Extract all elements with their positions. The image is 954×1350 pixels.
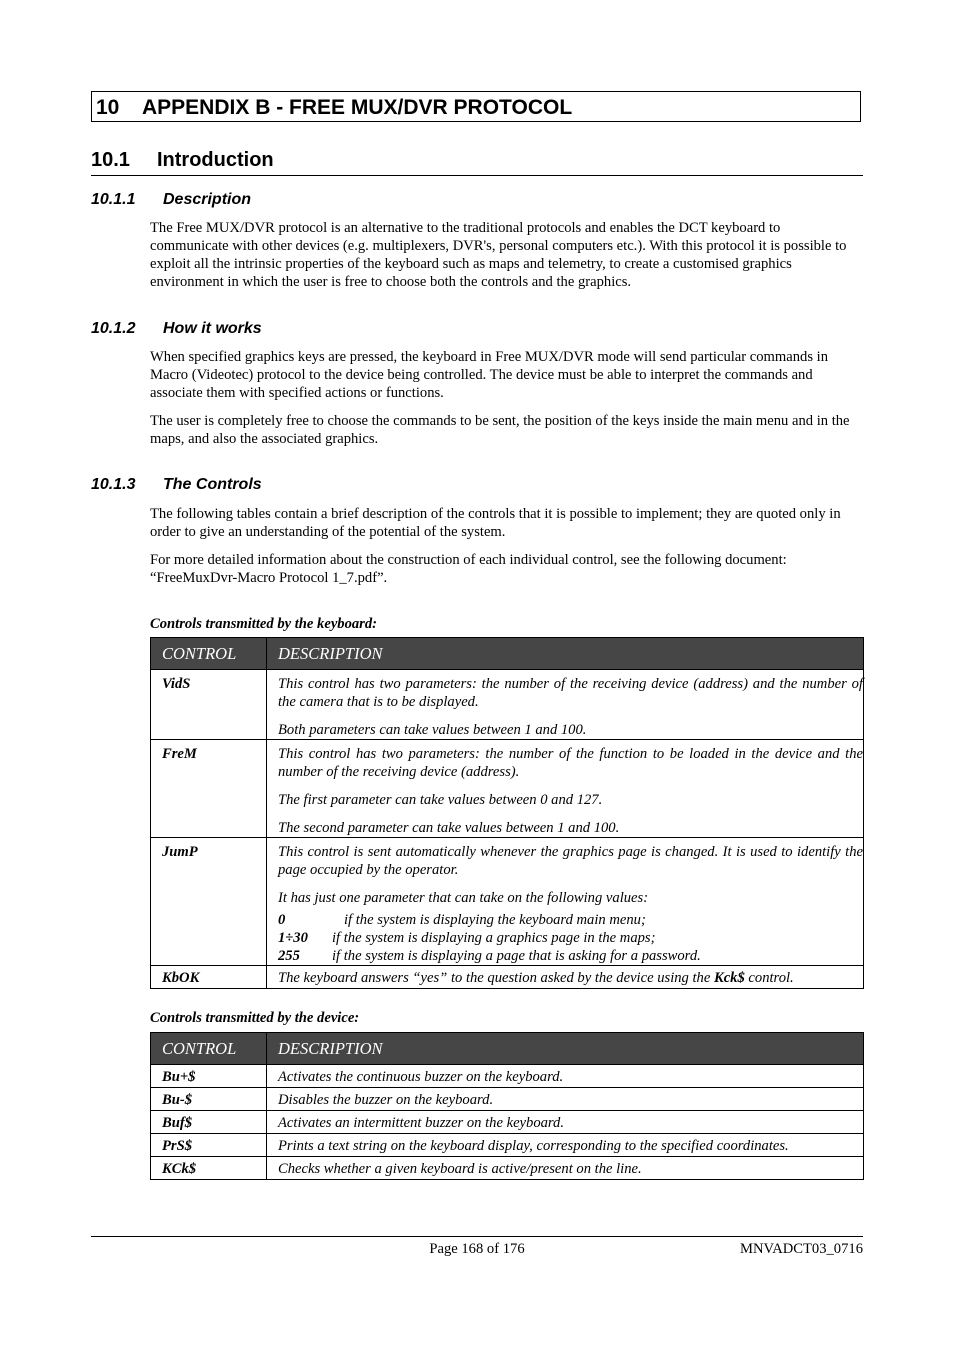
subsection-title: The Controls [163, 476, 262, 493]
table-header-row [151, 638, 864, 670]
description-line: The first parameter can take values between 0 and 127. [278, 792, 603, 808]
control-description: Activates the continuous buzzer on the keyboard. [267, 1065, 864, 1088]
footer-divider [91, 1236, 863, 1237]
table-row [151, 1157, 864, 1180]
subsection-heading-controls [91, 475, 262, 495]
control-name: KbOK [151, 966, 267, 989]
value-text: if the system is displaying a page that is asking for a password. [332, 948, 701, 964]
control-description: Checks whether a given keyboard is active/present on the line. [267, 1157, 864, 1180]
subsection-heading-how-it-works [91, 319, 262, 339]
section-number: 10.1 [91, 149, 130, 171]
table-row [151, 1111, 864, 1134]
control-name: Bu-$ [151, 1088, 267, 1111]
value-list [278, 911, 863, 965]
paragraph: The Free MUX/DVR protocol is an alternative to the traditional protocols and enables the DCT keyboard to communicate with other devices (e.g. multiplexers, DVR's, personal computers etc.). With this protocol it is possible to exploit all the intrinsic properties of the keyboard such as maps and telemetry, to create a customised graphics environment in which the user is free to choose both the controls and the graphics. [150, 220, 847, 290]
control-description: Activates an intermittent buzzer on the keyboard. [267, 1111, 864, 1134]
section-heading [91, 147, 863, 176]
control-description [267, 838, 864, 966]
table-row [151, 1065, 864, 1088]
column-header-description: DESCRIPTION [267, 1033, 864, 1065]
table-row [151, 966, 864, 989]
subsection-title: Description [163, 191, 252, 208]
description-line: It has just one parameter that can take on the following values: [278, 890, 649, 906]
description-text: The keyboard answers “yes” to the question asked by the device using the [278, 970, 714, 986]
table-header-row [151, 1033, 864, 1065]
footer-document-code: MNVADCT03_0716 [740, 1241, 863, 1257]
paragraph: The following tables contain a brief description of the controls that it is possible to implement; they are quoted only in order to give an understanding of the potential of the system. [150, 506, 841, 540]
value-text: if the system is displaying the keyboard main menu; [344, 912, 646, 928]
subsection-heading-description [91, 190, 251, 210]
control-name: FreM [151, 740, 267, 838]
subsection-number: 10.1.3 [91, 476, 136, 493]
value-item [278, 947, 863, 965]
section-title: Introduction [157, 149, 274, 171]
chapter-number: 10 [96, 96, 120, 119]
table-caption-device: Controls transmitted by the device: [150, 1010, 360, 1026]
control-name: Buf$ [151, 1111, 267, 1134]
control-name: JumP [151, 838, 267, 966]
control-description [267, 670, 864, 740]
how-it-works-body [150, 348, 862, 458]
table-caption-keyboard: Controls transmitted by the keyboard: [150, 616, 378, 632]
device-controls-table [150, 1032, 864, 1180]
control-description [267, 966, 864, 989]
column-header-control: CONTROL [151, 638, 267, 670]
paragraph: The user is completely free to choose the commands to be sent, the position of the keys inside the main menu and in the maps, and also the associated graphics. [150, 413, 850, 447]
description-body [150, 219, 862, 301]
controls-body [150, 505, 862, 597]
description-line: Both parameters can take values between 1 and 100. [278, 722, 587, 738]
keyboard-controls-table [150, 637, 864, 989]
subsection-number: 10.1.1 [91, 191, 136, 208]
table-row [151, 670, 864, 740]
table-row [151, 1088, 864, 1111]
value-text: if the system is displaying a graphics page in the maps; [332, 930, 656, 946]
description-line: This control has two parameters: the number of the receiving device (address) and the number of the camera that is to be displayed. [278, 676, 863, 710]
table-row [151, 838, 864, 966]
value-key: 1÷30 [278, 930, 308, 946]
table-row [151, 740, 864, 838]
footer-page-number: Page 168 of 176 [429, 1241, 525, 1257]
column-header-description: DESCRIPTION [267, 638, 864, 670]
value-key: 0 [278, 912, 286, 928]
control-description [267, 740, 864, 838]
column-header-control: CONTROL [151, 1033, 267, 1065]
table-row [151, 1134, 864, 1157]
description-line: The second parameter can take values between 1 and 100. [278, 820, 620, 836]
chapter-heading [91, 91, 861, 122]
description-text: control. [744, 970, 794, 986]
paragraph: For more detailed information about the construction of each individual control, see the following document: “FreeMuxDvr-Macro Protocol 1_7.pdf”. [150, 552, 787, 586]
control-name: Bu+$ [151, 1065, 267, 1088]
subsection-number: 10.1.2 [91, 320, 136, 337]
value-item [278, 911, 863, 929]
control-name: VidS [151, 670, 267, 740]
paragraph: When specified graphics keys are pressed, the keyboard in Free MUX/DVR mode will send particular commands in Macro (Videotec) protocol to the device being controlled. The device must be able to interpret the commands and associate them with specified actions or functions. [150, 349, 829, 401]
control-description: Prints a text string on the keyboard display, corresponding to the specified coordinates. [267, 1134, 864, 1157]
chapter-title: APPENDIX B - FREE MUX/DVR PROTOCOL [142, 96, 573, 119]
description-line: This control is sent automatically whenever the graphics page is changed. It is used to identify the page occupied by the operator. [278, 844, 863, 878]
control-name: PrS$ [151, 1134, 267, 1157]
control-name: KCk$ [151, 1157, 267, 1180]
value-key: 255 [278, 948, 300, 964]
control-description: Disables the buzzer on the keyboard. [267, 1088, 864, 1111]
description-bold: Kck$ [713, 970, 745, 986]
value-item [278, 929, 863, 947]
subsection-title: How it works [163, 320, 262, 337]
description-line: This control has two parameters: the number of the function to be loaded in the device and the number of the receiving device (address). [278, 746, 863, 780]
